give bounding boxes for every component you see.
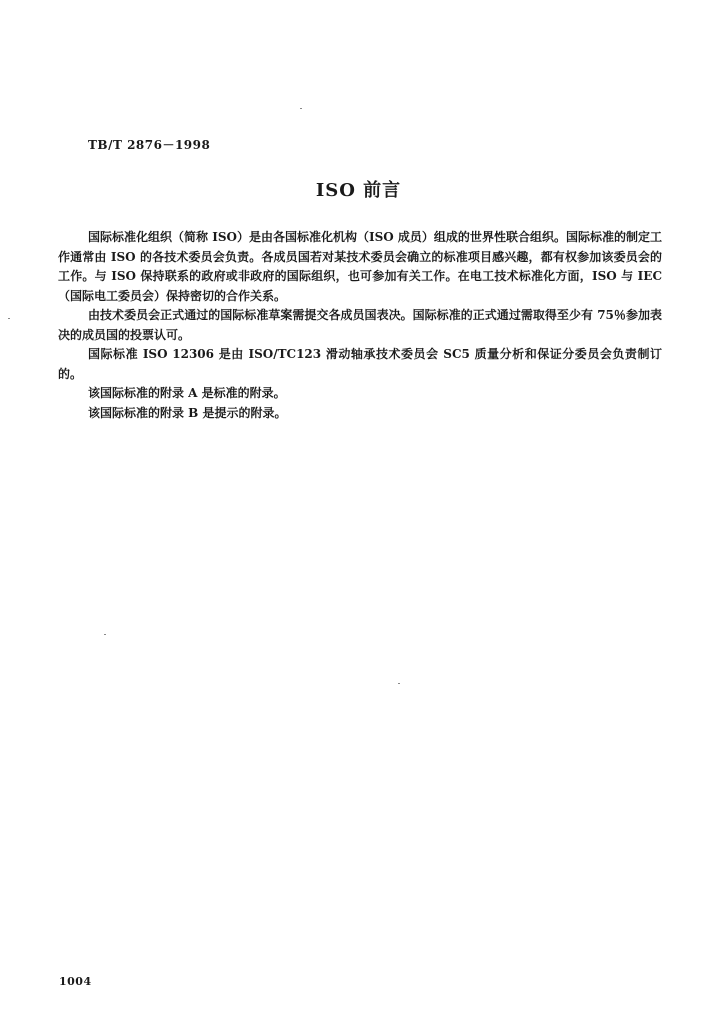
paragraph-annex-a: 该国际标准的附录 A 是标准的附录。 <box>88 386 286 400</box>
paragraph-iso-intro: 国际标准化组织（简称 ISO）是由各国标准化机构（ISO 成员）组成的世界性联合组织。国际标准的制定工作通常由 ISO 的各技术委员会负责。各成员国若对某技术委员会确立的标准项目感兴趣，都有权参加该委员会的工作。与 ISO 保持联系的政府或非政府的国际组织，也可参加有关工作。在电工技术标准化方面，ISO 与 IEC（国际电工委员会）保持密切的合作关系。 <box>58 230 662 303</box>
body-text <box>58 228 662 423</box>
scan-speck <box>8 318 10 319</box>
paragraph-annex-b: 该国际标准的附录 B 是提示的附录。 <box>88 405 287 420</box>
scan-speck <box>104 634 106 635</box>
paragraph-approval: 由技术委员会正式通过的国际标准草案需提交各成员国表决。国际标准的正式通过需取得至少有 75％参加表决的成员国的投票认可。 <box>58 308 662 342</box>
standard-code: TB/T 2876－1998 <box>88 138 211 152</box>
paragraph-responsibility: 国际标准 ISO 12306 是由 ISO/TC123 滑动轴承技术委员会 SC5 质量分析和保证分委员会负责制订的。 <box>58 347 662 381</box>
page-title: ISO 前言 <box>315 180 402 201</box>
scan-speck <box>398 683 400 684</box>
scan-speck <box>300 108 302 109</box>
page-number: 1004 <box>59 975 92 988</box>
